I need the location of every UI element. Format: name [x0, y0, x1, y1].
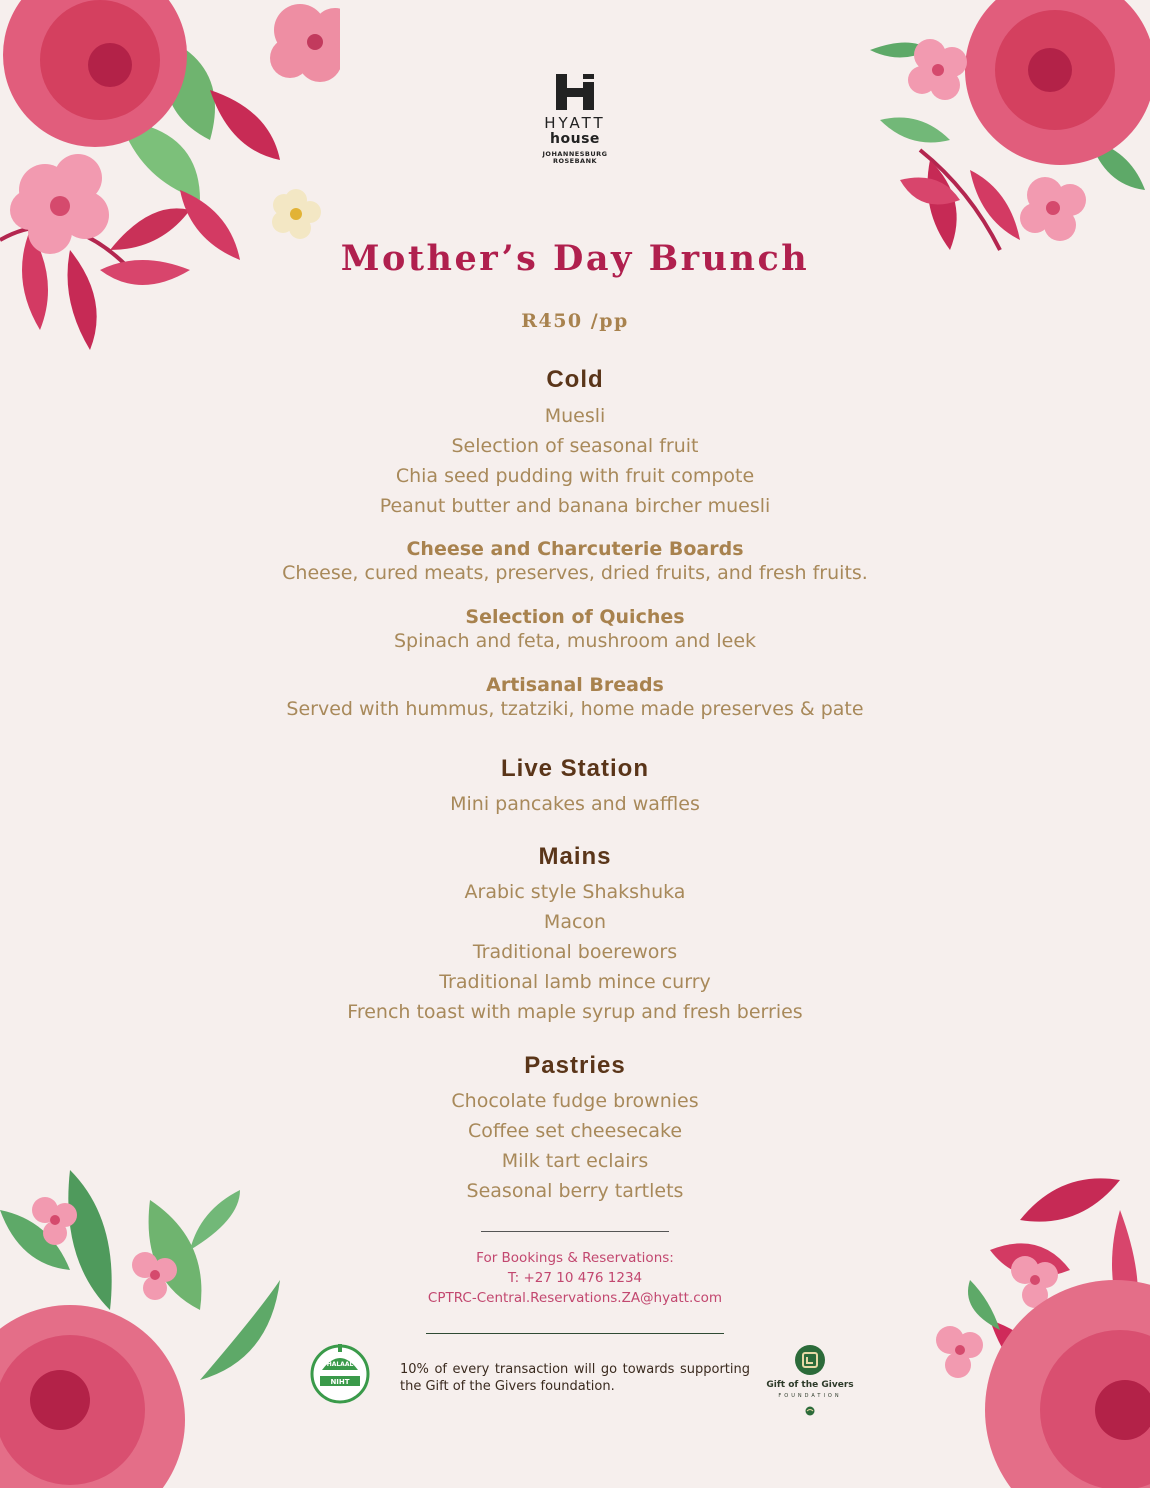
menu-item: Macon [543, 911, 607, 933]
bookings-label: For Bookings & Reservations: [476, 1250, 674, 1266]
menu-item: Traditional lamb mince curry [439, 971, 711, 993]
logo-city-line2: ROSEBANK [552, 157, 598, 165]
price: R450 /pp [521, 310, 629, 332]
globe-icon [805, 1406, 815, 1416]
halaal-trust-logo [308, 1340, 372, 1404]
divider [481, 1231, 669, 1232]
menu-item: Chia seed pudding with fruit compote [395, 465, 755, 487]
halaal-logo-mid-text: NIHT [330, 1378, 350, 1386]
menu-item: Selection of seasonal fruit [451, 435, 699, 457]
divider [426, 1333, 724, 1334]
menu-item: Seasonal berry tartlets [466, 1180, 684, 1202]
menu-item: Coffee set cheesecake [467, 1120, 683, 1142]
menu-item: Muesli [544, 405, 606, 427]
gift-of-the-givers-emblem [794, 1344, 826, 1376]
menu-item: Chocolate fudge brownies [451, 1090, 699, 1112]
logo-hyatt-text: HYATT [544, 114, 606, 132]
menu-item: Traditional boerewors [472, 941, 678, 963]
bookings-phone[interactable]: T: +27 10 476 1234 [507, 1270, 643, 1286]
logo-city-text [0, 151, 1150, 165]
section-heading-mains: Mains [538, 843, 612, 870]
section-heading-cold: Cold [546, 366, 604, 393]
logo-house-text: house [550, 131, 600, 147]
subsection-description: Cheese, cured meats, preserves, dried fruits, and fresh fruits. [282, 562, 868, 584]
halaal-logo-top-text: HALAAL [326, 1361, 354, 1368]
subsection-description: Spinach and feta, mushroom and leek [393, 630, 757, 652]
menu-item: Mini pancakes and waffles [450, 793, 700, 815]
floral-bottom-right-illustration [930, 1170, 1150, 1488]
gift-of-the-givers-sub: FOUNDATION [778, 1393, 842, 1399]
subsection-description: Served with hummus, tzatziki, home made preserves & pate [286, 698, 864, 720]
menu-item: Milk tart eclairs [501, 1150, 649, 1172]
hyatt-logo-mark [556, 74, 594, 110]
section-heading-live-station: Live Station [500, 755, 650, 782]
subsection-heading: Selection of Quiches [465, 606, 685, 628]
gift-of-the-givers-name: Gift of the Givers [766, 1380, 854, 1390]
menu-item: Peanut butter and banana bircher muesli [379, 495, 771, 517]
subsection-heading: Cheese and Charcuterie Boards [406, 538, 744, 560]
subsection-heading: Artisanal Breads [486, 674, 664, 696]
menu-item: Arabic style Shakshuka [464, 881, 686, 903]
section-heading-pastries: Pastries [524, 1052, 626, 1079]
menu-item: French toast with maple syrup and fresh berries [347, 1001, 803, 1023]
page-title: Mother’s Day Brunch [340, 238, 810, 279]
logo-city-line1: JOHANNESBURG [542, 150, 608, 158]
floral-bottom-left-illustration [0, 1160, 290, 1488]
bookings-email[interactable]: CPTRC-Central.Reservations.ZA@hyatt.com [427, 1290, 723, 1306]
charity-note: 10% of every transaction will go towards supporting the Gift of the Givers foundation. [400, 1362, 750, 1394]
